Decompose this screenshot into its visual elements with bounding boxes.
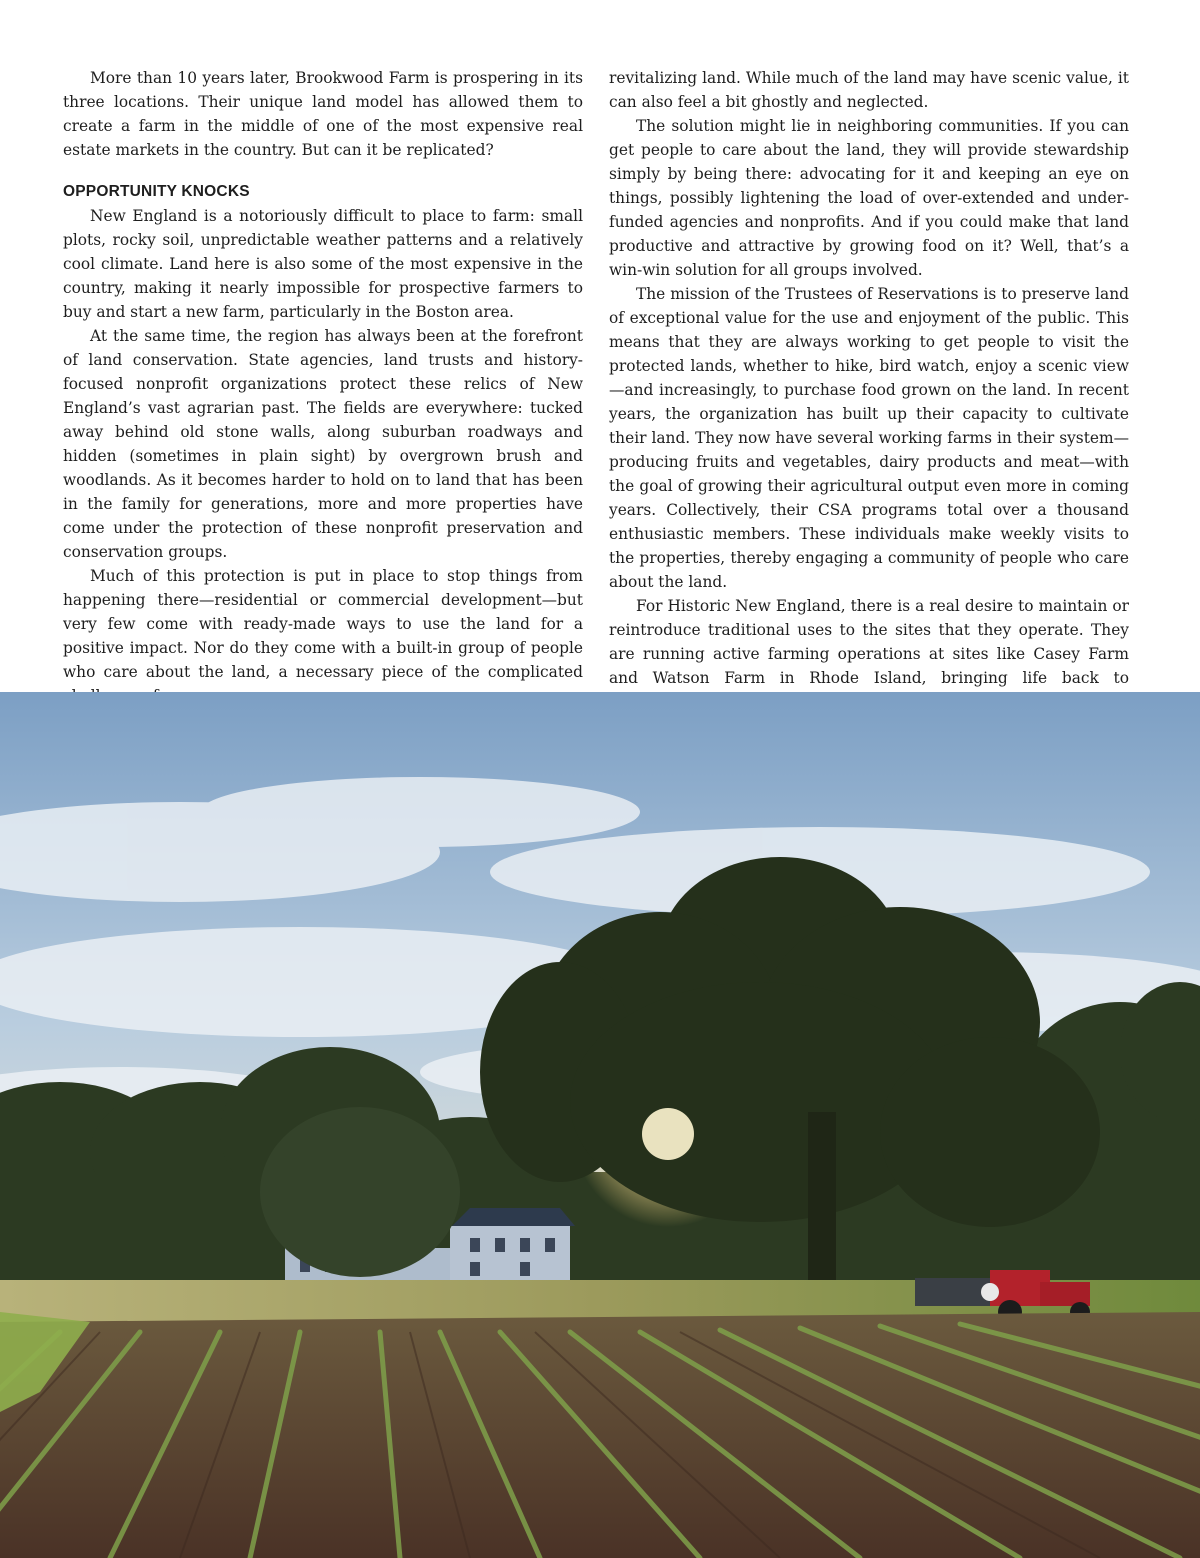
house-tree <box>260 1107 460 1277</box>
section-heading: OPPORTUNITY KNOCKS <box>63 183 250 200</box>
paragraph: More than 10 years later, Brookwood Farm is prospering in its three locations. Their unique land model has allowed them to create a farm in the middle of one of the most expensive real estate markets in the country. But can it be replicated? <box>63 69 583 159</box>
article-text <box>63 66 1129 687</box>
paragraph: Much of this protection is put in place to stop things from happening there—residential or commercial development—but very few come with ready-made ways to use the land for a positive impact. Nor do they come with a built-in group of people who care about the land, a necessary piece of the complicated <box>63 567 583 681</box>
paragraph: The mission of the Trustees of Reservations is to preserve land of exceptional value for the use and enjoyment of the public. This means that they are always working to get people to visit the protected lands, whether to hike, bird watch, enjoy a scenic view—and increasingly, to purchase food grown on the land. In recent years, the organization has built up their capacity to cultivate their land. They now have several working farms in their system—producing fruits and vegetables, dairy products and meat—with the goal of growing their agricultural output even more in coming years. Collectively, their CSA programs total over a thousand enthusiastic members. These individuals make weekly visits to the properties, thereby engaging a community of people who care about the land. <box>609 285 1129 591</box>
paragraph: revitalizing land. While much of the land may have scenic value, it can also feel a bit ghostly and neglected. <box>609 69 1129 111</box>
paragraph: The solution might lie in neighboring communities. If you can get people to care about the land, they will provide stewardship simply by being there: advocating for it and keeping an eye on things, possibly lightening the load of over-extended and under-funded agencies and nonprofits. And if you could make that land productive and attractive by growing food on it? Well, that’s a win-win solution for all groups involved. <box>609 117 1129 279</box>
crop-field <box>0 1312 1200 1558</box>
left-column <box>63 66 583 681</box>
farm-landscape-illustration <box>0 692 1200 1558</box>
paragraph: New England is a notoriously difficult to place to farm: small plots, rocky soil, unpredictable weather patterns and a relatively cool climate. Land here is also some of the most expensive in the country, making it nearly impossible for prospective farmers to buy and start a new farm, particularly in the Boston area. <box>63 207 583 321</box>
paragraph: For Historic New England, there is a real desire to maintain or reintroduce traditional uses to the sites that they operate. They are running active farming operations at sites like Casey Farm and Watson Farm in Rhode Island, bringing life back to <box>609 597 1129 687</box>
paragraph: At the same time, the region has always been at the forefront of land conservation. State agencies, land trusts and history-focused nonprofit organizations protect these relics of New England’s vast agrarian past. The fields are everywhere: tucked away behind old stone walls, along suburban roadways and hidden (sometimes in plain sight) by overgrown brush and woodlands. As it becomes harder to hold on to land that has been in the family for generations, more and more properties have come under the protection of these nonprofit preservation and conservation groups. <box>63 327 583 561</box>
right-column <box>609 66 1129 687</box>
farm-photo <box>0 692 1200 1558</box>
